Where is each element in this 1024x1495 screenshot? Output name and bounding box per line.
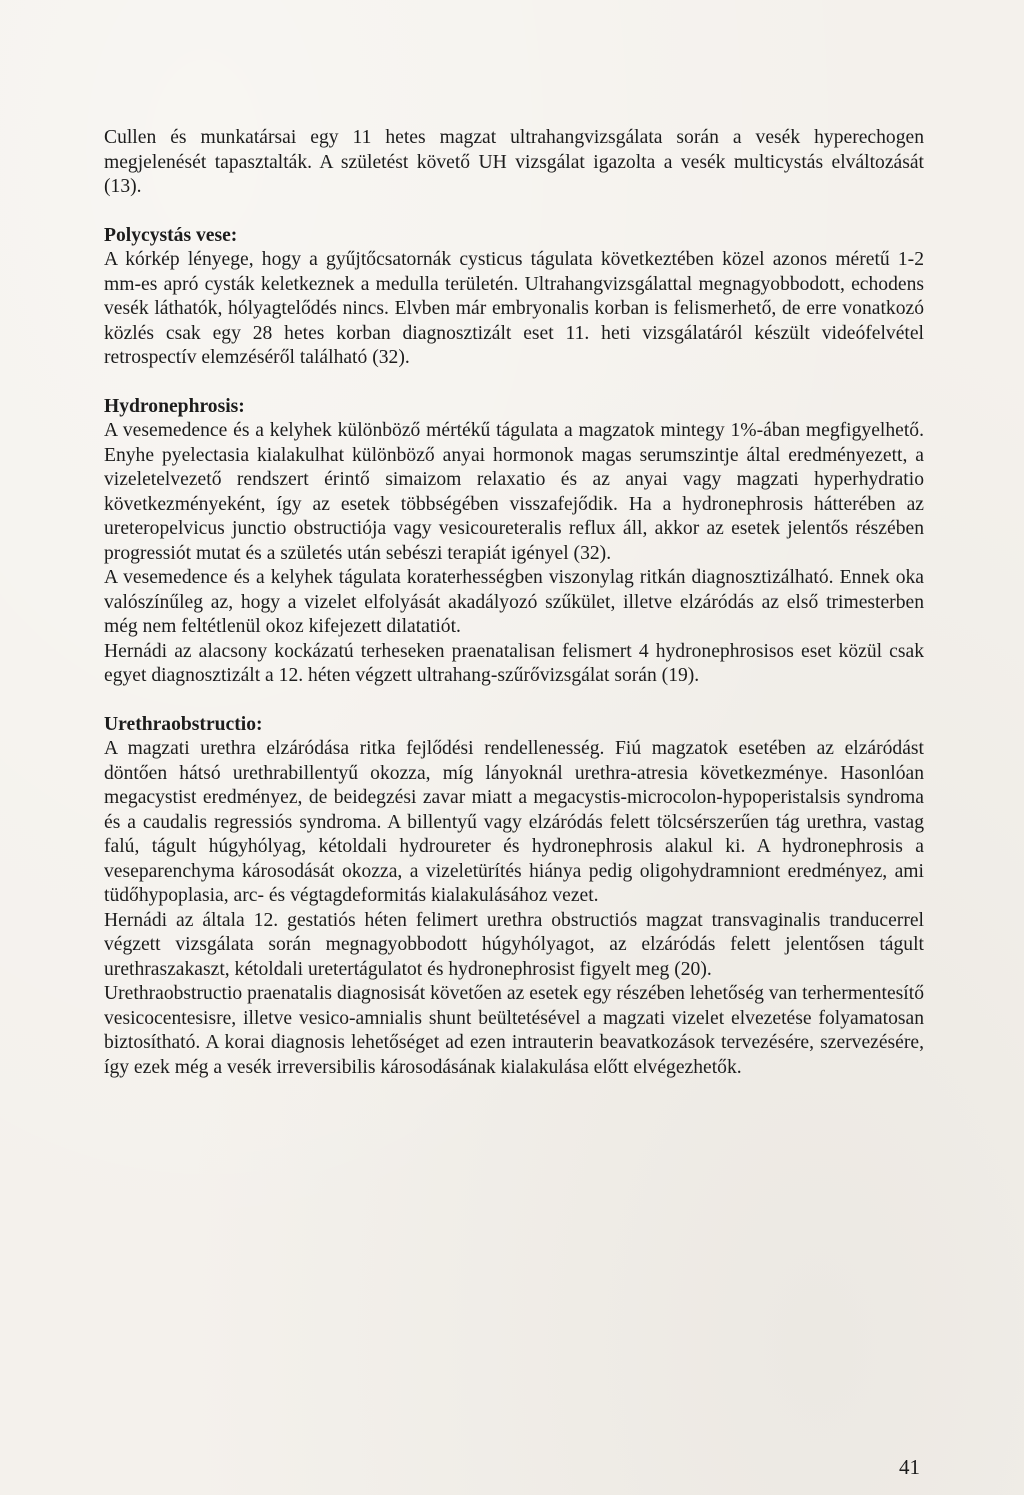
section-paragraph: A vesemedence és a kelyhek tágulata koraterhességben viszonylag ritkán diagnosztizálható. Ennek oka valószínűleg az, hogy a vizelet elfolyását akadályozó szűkület, illetve elzáródás az első trimesterben még nem feltétlenül okoz kifejezett dilatatiót. [104,567,924,637]
section-paragraph: Urethraobstructio praenatalis diagnosisát követően az esetek egy részében lehetőség van terhermentesítő vesicocentesisre, illetve vesico-amnialis shunt beültetésével a magzati vizelet elvezetése folyamatosan biztosítható. A korai diagnosis lehetőséget ad ezen intrauterin beavatkozások tervezésére, szervezésére, így ezek még a vesék irreversibilis károsodásának kialakulása előtt elvégezhetők. [104,983,924,1078]
section-paragraph: Hernádi az alacsony kockázatú terheseken praenatalisan felismert 4 hydronephrosisos eset közül csak egyet diagnosztizált a 12. héten végzett ultrahang-szűrővizsgálat során (19). [104,640,924,686]
section-paragraph: A vesemedence és a kelyhek különböző mértékű tágulata a magzatok mintegy 1%-ában megfigyelhető. Enyhe pyelectasia kialakulhat különböző anyai hormonok magas serumszintje által eredményezett, a vizeletelvezető rendszert érintő simaizom relaxatio és az anyai vagy magzati hyperhydratio következményeként, így az esetek többségében visszafejődik. Ha a hydronephrosis hátterében az ureteropelvicus junctio obstructiója vagy vesicoureteralis reflux áll, akkor az esetek jelentős részében progressiót mutat és a születés után sebészi terapiát igényel (32). [104,420,924,564]
section-polycystic-kidney [104,224,924,371]
section-paragraph: A magzati urethra elzáródása ritka fejlődési rendellenesség. Fiú magzatok esetében az elzáródást döntően hátsó urethrabillentyű okozza, míg lányoknál urethra-atresia következménye. Hasonlóan megacystist eredményez, de beidegzési zavar miatt a megacystis-microcolon-hypoperistalsis syndroma és a caudalis regressiós syndroma. A billentyű vagy elzáródás felett tölcsérszerűen tág urethra, vastag falú, tágult húgyhólyag, kétoldali hydroureter és hydronephrosis alakul ki. A hydronephrosis a veseparenchyma károsodását okozza, a vizeletürítés hiánya pedig oligohydramniont eredményez, ami tüdőhypoplasia, arc- és végtagdeformitás kialakulásához vezet. [104,738,924,906]
section-heading: Polycystás vese: [104,224,238,246]
page-body [104,126,924,1104]
section-urethral-obstruction [104,713,924,1081]
section-paragraph: A kórkép lényege, hogy a gyűjtőcsatornák cysticus tágulata következtében közel azonos méretű 1-2 mm-es apró cysták keletkeznek a medulla területén. Ultrahangvizsgálattal megnagyobbodott, echodens vesék láthatók, hólyagtelődés nincs. Elvben már embryonalis korban is felismerhető, de erre vonatkozó közlés csak egy 28 hetes korban diagnosztizált eset 11. heti vizsgálatáról készült videófelvétel retrospectív elemzéséről található (32). [104,249,924,368]
page-number: 41 [899,1455,920,1479]
section-paragraph: Hernádi az általa 12. gestatiós héten felimert urethra obstructiós magzat transvaginalis tranducerrel végzett vizsgálata során megnagyobbodott húgyhólyagot, az elzáródás felett jelentősen tágult urethraszakaszt, kétoldali uretertágulatot és hydronephrosist figyelt meg (20). [104,909,924,980]
intro-block [104,126,924,200]
section-heading: Hydronephrosis: [104,395,245,417]
intro-paragraph: Cullen és munkatársai egy 11 hetes magzat ultrahangvizsgálata során a vesék hyperechogen megjelenését tapasztalták. A születést követő UH vizsgálat igazolta a vesék multicystás elváltozását (13). [104,127,924,197]
section-hydronephrosis [104,395,924,689]
section-heading: Urethraobstructio: [104,713,263,735]
